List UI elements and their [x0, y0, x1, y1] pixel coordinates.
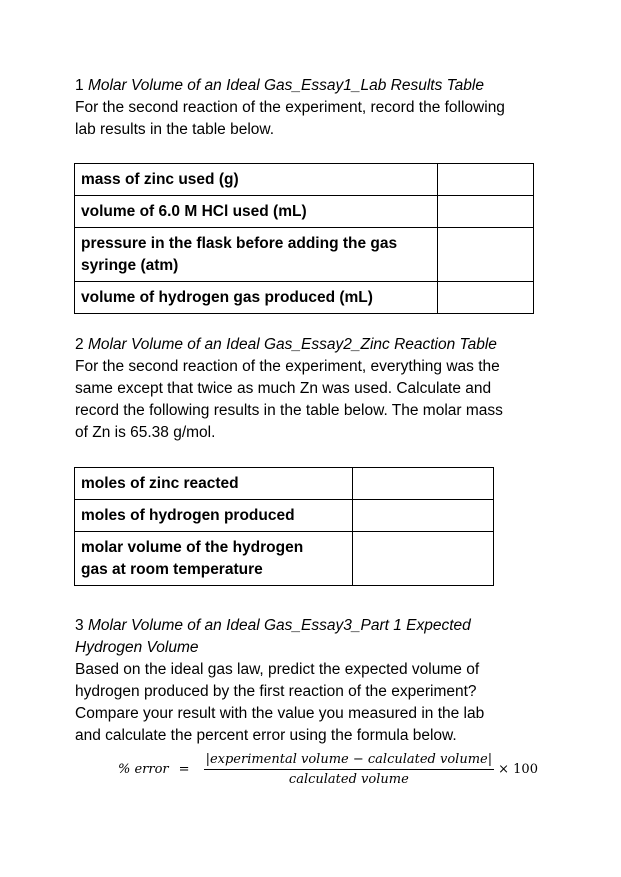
answer-cell[interactable]: [353, 468, 494, 500]
answer-cell[interactable]: [438, 282, 534, 314]
section-1-title: Molar Volume of an Ideal Gas_Essay1_Lab Results Table: [87, 77, 484, 94]
row-label: moles of zinc reacted: [75, 468, 353, 500]
section-3-line: Compare your result with the value you measured in the lab: [75, 705, 485, 722]
row-label: moles of hydrogen produced: [75, 500, 353, 532]
formula-fraction: [204, 752, 495, 787]
answer-cell[interactable]: [438, 228, 534, 282]
section-2-title: Molar Volume of an Ideal Gas_Essay2_Zinc Reaction Table: [87, 336, 497, 353]
zinc-reaction-table: [74, 467, 494, 586]
table-row: [75, 468, 494, 500]
section-3-title-cont: Hydrogen Volume: [75, 639, 199, 656]
section-2: [75, 334, 503, 444]
table-row: [75, 282, 534, 314]
answer-cell[interactable]: [353, 532, 494, 586]
section-1-line: For the second reaction of the experiment, record the following: [75, 99, 505, 116]
formula-numerator: |experimental volume − calculated volume|: [204, 752, 495, 770]
section-1-line: lab results in the table below.: [75, 121, 275, 138]
formula-lhs: % error: [118, 762, 169, 777]
section-2-heading: [75, 334, 503, 356]
answer-cell[interactable]: [353, 500, 494, 532]
row-label-line: pressure in the flask before adding the gas: [81, 234, 398, 252]
formula-equals: =: [178, 762, 190, 777]
formula-denominator: calculated volume: [288, 772, 409, 787]
table-row: [75, 196, 534, 228]
section-3-number: 3: [75, 617, 84, 634]
row-label: volume of hydrogen gas produced (mL): [75, 282, 438, 314]
section-1: [75, 75, 505, 141]
answer-cell[interactable]: [438, 196, 534, 228]
section-2-line: record the following results in the table below. The molar mass: [75, 402, 503, 419]
section-3: [75, 615, 484, 747]
section-1-number: 1: [75, 77, 84, 94]
section-1-heading: [75, 75, 505, 97]
section-3-line: and calculate the percent error using the formula below.: [75, 727, 457, 744]
row-label: volume of 6.0 M HCl used (mL): [75, 196, 438, 228]
row-label: [75, 228, 438, 282]
lab-results-table: [74, 163, 534, 314]
row-label-line: syringe (atm): [81, 256, 179, 274]
section-3-line: hydrogen produced by the first reaction of the experiment?: [75, 683, 477, 700]
section-3-title: Molar Volume of an Ideal Gas_Essay3_Part 1 Expected: [87, 617, 471, 634]
section-3-heading: [75, 615, 484, 637]
formula-multiplier: × 100: [498, 762, 538, 777]
row-label: [75, 532, 353, 586]
section-2-number: 2: [75, 336, 84, 353]
table-row: [75, 532, 494, 586]
table-row: [75, 228, 534, 282]
section-2-line: For the second reaction of the experiment, everything was the: [75, 358, 500, 375]
row-label-line: gas at room temperature: [81, 560, 263, 578]
row-label: mass of zinc used (g): [75, 164, 438, 196]
section-2-line: of Zn is 65.38 g/mol.: [75, 424, 216, 441]
answer-cell[interactable]: [438, 164, 534, 196]
table-row: [75, 164, 534, 196]
row-label-line: molar volume of the hydrogen: [81, 538, 304, 556]
table-row: [75, 500, 494, 532]
section-2-line: same except that twice as much Zn was used. Calculate and: [75, 380, 492, 397]
percent-error-formula: [118, 752, 538, 787]
section-3-line: Based on the ideal gas law, predict the expected volume of: [75, 661, 480, 678]
